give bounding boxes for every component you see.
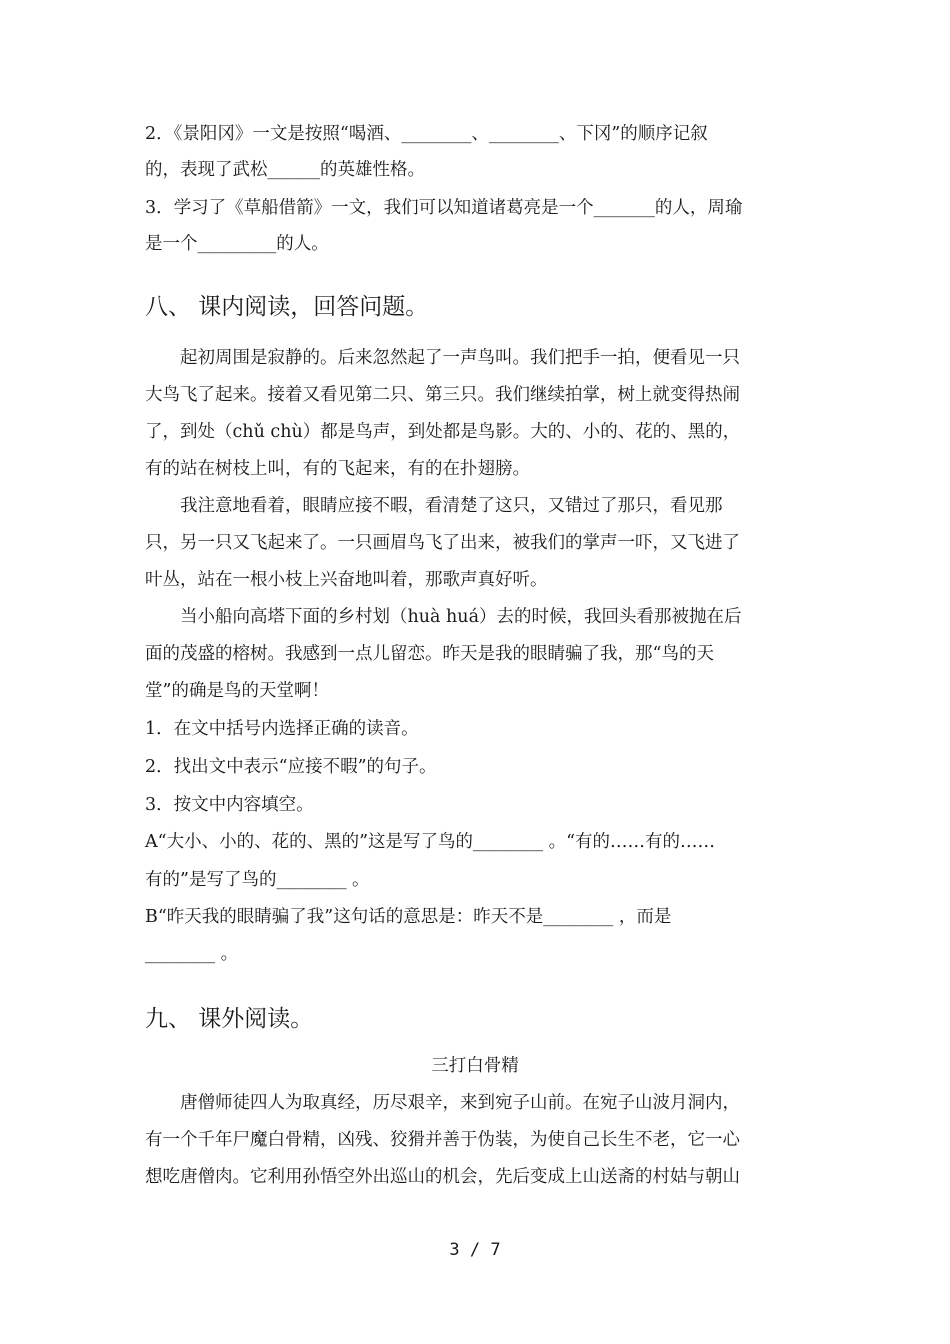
passage-line: 堂”的确是鸟的天堂啊！ — [145, 681, 329, 701]
question-line: 有的”是写了鸟的________ 。 — [145, 870, 370, 890]
passage-line: 面的茂盛的榕树。我感到一点儿留恋。昨天是我的眼睛骗了我，那“鸟的天 — [145, 644, 714, 664]
passage-line: 了，到处（chǔ chù）都是鸟声，到处都是鸟影。大的、小的、花的、黑的， — [145, 422, 741, 442]
question-2-line-1: 2．《景阳冈》一文是按照“喝酒、________、________、下冈”的顺序记叙 — [145, 124, 708, 144]
passage-line: 唐僧师徒四人为取真经，历尽艰辛，来到宛子山前。在宛子山波月洞内， — [145, 1093, 740, 1113]
passage-line: 大鸟飞了起来。接着又看见第二只、第三只。我们继续拍掌，树上就变得热闹 — [145, 385, 740, 405]
story-title: 三打白骨精 — [431, 1056, 519, 1076]
question-2-line-2: 的，表现了武松______的英雄性格。 — [145, 160, 425, 180]
question-line: ________ 。 — [145, 944, 239, 964]
section-8-heading: 八、 课内阅读，回答问题。 — [145, 294, 429, 320]
question-line: 3．按文中内容填空。 — [145, 795, 314, 815]
question-line: A“大小、小的、花的、黑的”这是写了鸟的________ 。“有的……有的…… — [145, 832, 716, 852]
section-9-heading: 九、 课外阅读。 — [145, 1006, 314, 1032]
question-3-line-1: 3．学习了《草船借箭》一文，我们可以知道诸葛亮是一个_______的人，周瑜 — [145, 198, 743, 218]
passage-line: 有的站在树枝上叫，有的飞起来，有的在扑翅膀。 — [145, 459, 530, 479]
passage-line: 当小船向高塔下面的乡村划（huà huá）去的时候，我回头看那被抛在后 — [145, 607, 742, 627]
passage-line: 叶丛，站在一根小枝上兴奋地叫着，那歌声真好听。 — [145, 570, 548, 590]
page-number: 3 / 7 — [449, 1240, 501, 1260]
passage-line: 有一个千年尸魔白骨精，凶残、狡猾并善于伪装，为使自己长生不老，它一心 — [145, 1130, 740, 1150]
question-line: B“昨天我的眼睛骗了我”这句话的意思是：昨天不是________ ，而是 — [145, 907, 672, 927]
passage-line: 我注意地看着，眼睛应接不暇，看清楚了这只，又错过了那只，看见那 — [145, 496, 723, 516]
passage-line: 起初周围是寂静的。后来忽然起了一声鸟叫。我们把手一拍，便看见一只 — [145, 348, 740, 368]
question-line: 2．找出文中表示“应接不暇”的句子。 — [145, 757, 437, 777]
passage-line: 想吃唐僧肉。它利用孙悟空外出巡山的机会，先后变成上山送斋的村姑与朝山 — [145, 1167, 740, 1187]
question-3-line-2: 是一个_________的人。 — [145, 234, 329, 254]
question-line: 1．在文中括号内选择正确的读音。 — [145, 719, 419, 739]
passage-line: 只，另一只又飞起来了。一只画眉鸟飞了出来，被我们的掌声一吓，又飞进了 — [145, 533, 740, 553]
